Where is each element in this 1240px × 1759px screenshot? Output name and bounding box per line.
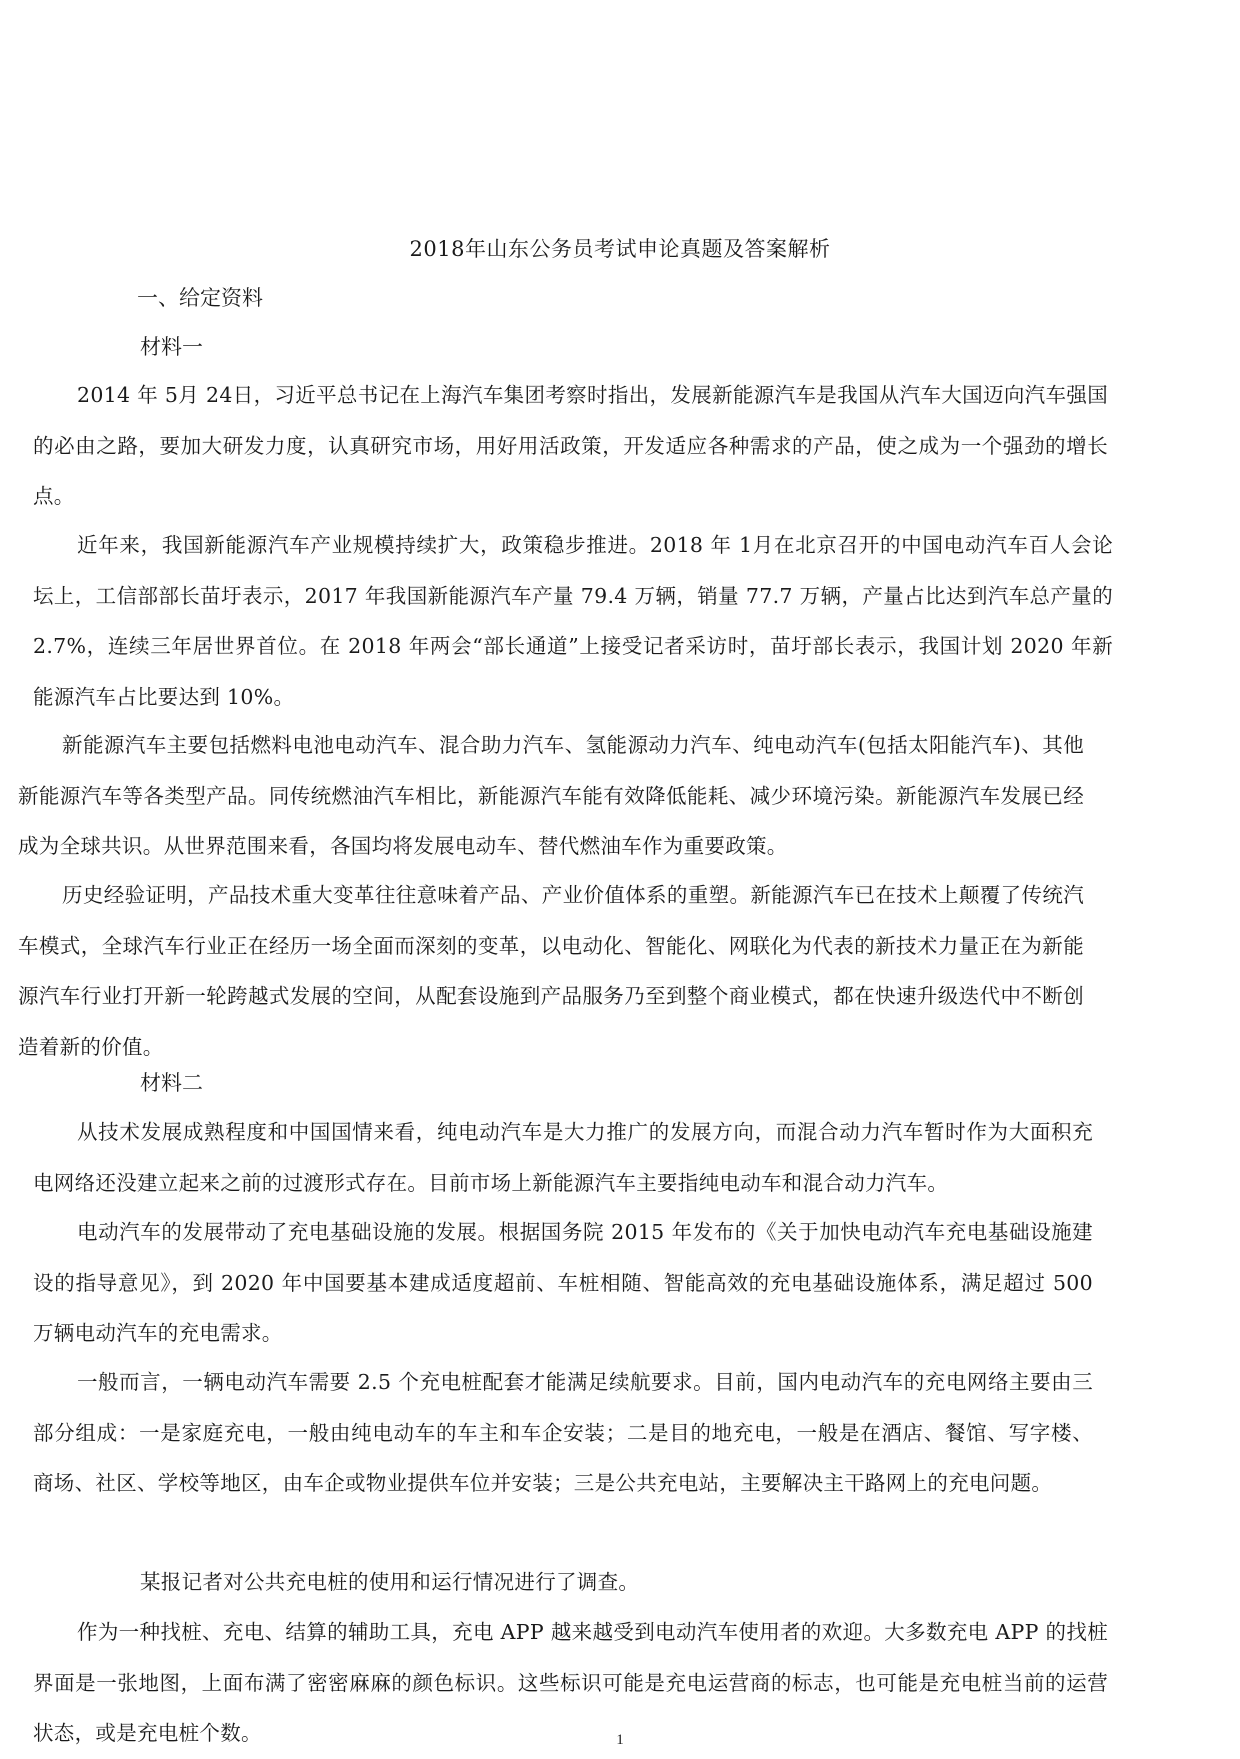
material-one-heading: 材料一 [140,335,203,359]
material-two-paragraph-4: 某报记者对公共充电桩的使用和运行情况进行了调查。 [140,1570,640,1594]
material-one-paragraph-1: 2014 年 5月 24日，习近平总书记在上海汽车集团考察时指出，发展新能源汽车是我国从汽车大国迈向汽车强国的必由之路，要加大研发力度，认真研究市场，用好用活政策，开发适应各种需求的产品，使之成为一个强劲的增长点。 [33,383,1108,508]
material-one-paragraph-2: 近年来，我国新能源汽车产业规模持续扩大，政策稳步推进。2018 年 1月在北京召开的中国电动汽车百人会论坛上，工信部部长苗圩表示，2017 年我国新能源汽车产量 79.4 万辆，销量 77.7 万辆，产量占比达到汽车总产量的 2.7%，连续三年居世界首位。在 2018 年两会“部长通道”上接受记者采访时，苗圩部长表示，我国计划 2020 年新能源汽车占比要达到 10%。 [33,533,1113,709]
material-two-paragraph-1: 从技术发展成熟程度和中国国情来看，纯电动汽车是大力推广的发展方向，而混合动力汽车暂时作为大面积充电网络还没建立起来之前的过渡形式存在。目前市场上新能源汽车主要指纯电动车和混合动力汽车。 [33,1120,1093,1195]
page-number: 1 [616,1732,624,1748]
material-two-paragraph-3: 一般而言，一辆电动汽车需要 2.5 个充电桩配套才能满足续航要求。目前，国内电动汽车的充电网络主要由三部分组成：一是家庭充电，一般由纯电动车的车主和车企安装；二是目的地充电，一般是在酒店、餐馆、写字楼、商场、社区、学校等地区，由车企或物业提供车位并安装；三是公共充电站，主要解决主干路网上的充电问题。 [33,1370,1093,1495]
document-title: 2018年山东公务员考试申论真题及答案解析 [409,237,831,261]
material-one-paragraph-4: 历史经验证明，产品技术重大变革往往意味着产品、产业价值体系的重塑。新能源汽车已在技术上颠覆了传统汽车模式，全球汽车行业正在经历一场全面而深刻的变革，以电动化、智能化、网联化为代表的新技术力量正在为新能源汽车行业打开新一轮跨越式发展的空间，从配套设施到产品服务乃至到整个商业模式，都在快速升级迭代中不断创造着新的价值。 [18,883,1084,1059]
material-two-paragraph-5: 作为一种找桩、充电、结算的辅助工具，充电 APP 越来越受到电动汽车使用者的欢迎。大多数充电 APP 的找桩界面是一张地图，上面布满了密密麻麻的颜色标识。这些标识可能是充电运营商的标志，也可能是充电桩当前的运营状态，或是充电桩个数。 [33,1620,1108,1745]
material-one-paragraph-3: 新能源汽车主要包括燃料电池电动汽车、混合助力汽车、氢能源动力汽车、纯电动汽车(包括太阳能汽车)、其他新能源汽车等各类型产品。同传统燃油汽车相比，新能源汽车能有效降低能耗、减少环境污染。新能源汽车发展已经成为全球共识。从世界范围来看，各国均将发展电动车、替代燃油车作为重要政策。 [18,733,1084,858]
material-two-paragraph-2: 电动汽车的发展带动了充电基础设施的发展。根据国务院 2015 年发布的《关于加快电动汽车充电基础设施建设的指导意见》，到 2020 年中国要基本建成适度超前、车桩相随、智能高效的充电基础设施体系，满足超过 500 万辆电动汽车的充电需求。 [33,1220,1093,1345]
section-heading: 一、给定资料 [137,286,263,310]
material-two-heading: 材料二 [140,1071,203,1095]
